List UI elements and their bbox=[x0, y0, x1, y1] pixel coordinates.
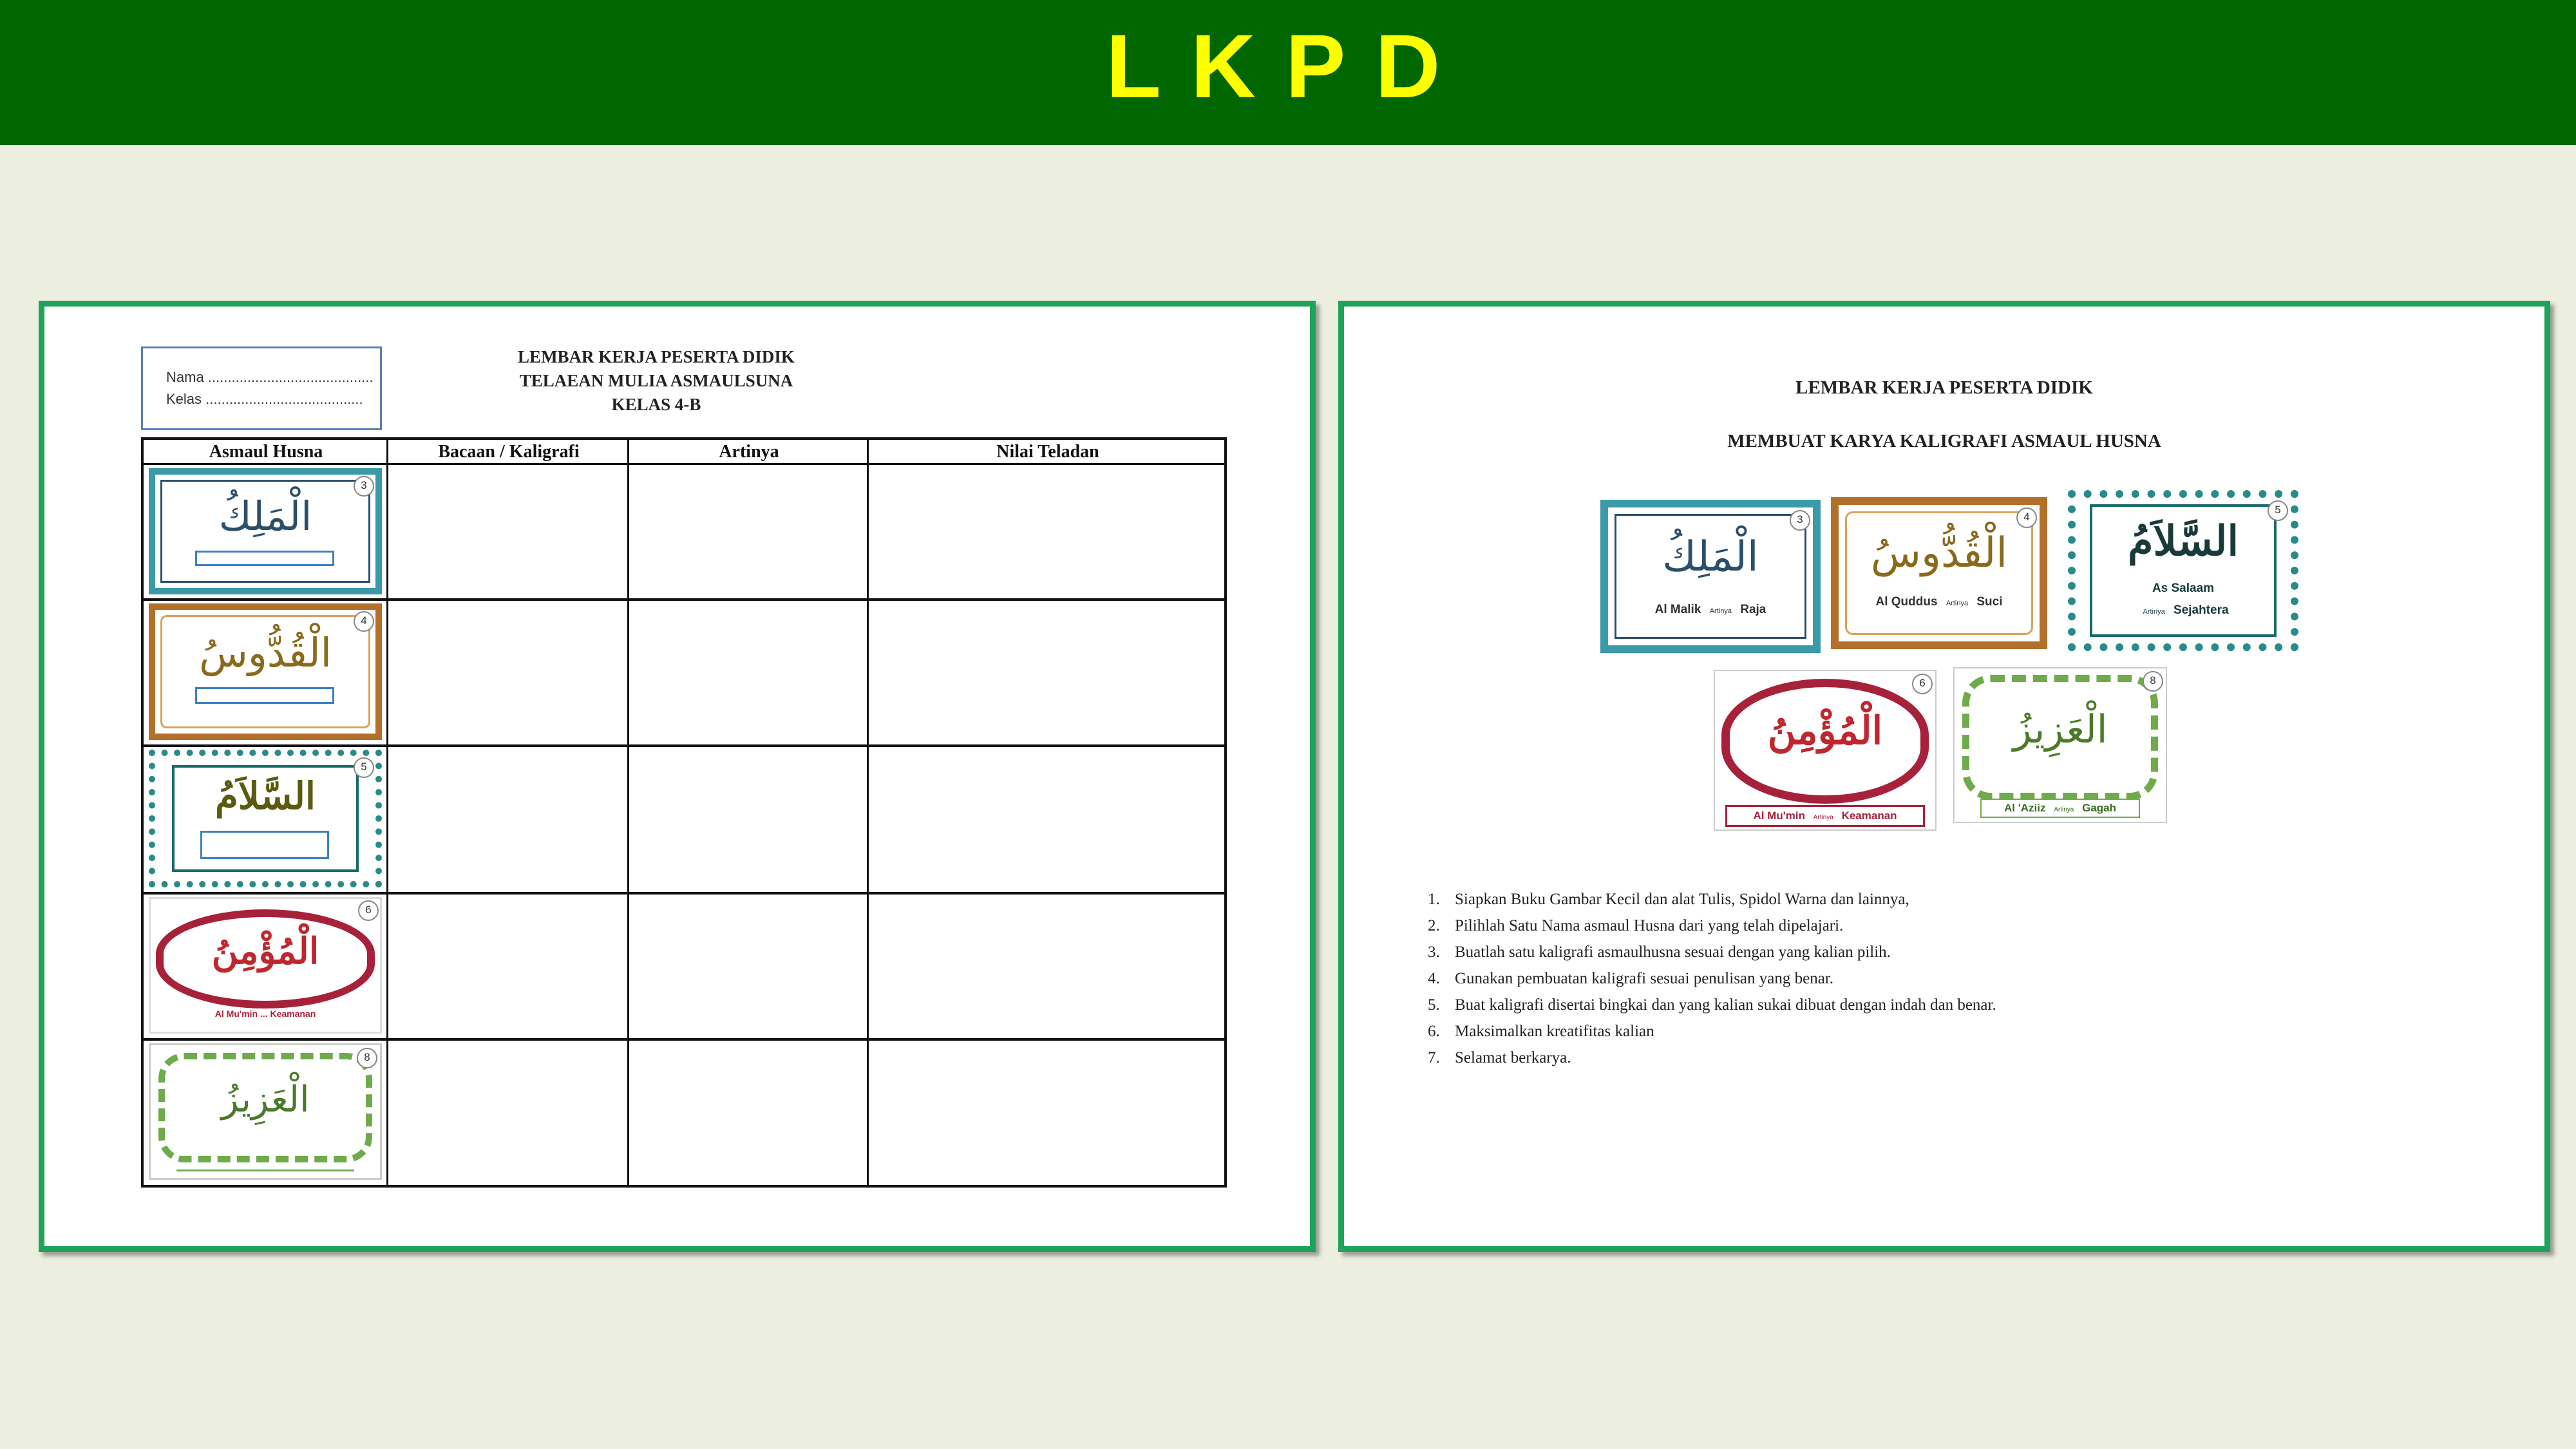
arabic-name: الْعَزِيزُ bbox=[221, 1079, 310, 1121]
row-divider bbox=[144, 892, 1224, 895]
worksheet-table bbox=[141, 437, 1227, 1188]
worksheet-heading-line: TELAEAN MULIA ASMAULSUNA bbox=[519, 371, 793, 390]
meaning: Suci bbox=[1976, 595, 2003, 609]
kaligrafi-heading: LEMBAR KERJA PESERTA DIDIK bbox=[1795, 377, 2093, 398]
card-number: 4 bbox=[354, 611, 374, 632]
kaligrafi-panel bbox=[1338, 301, 2550, 1252]
name-field-label: Nama .......................................... bbox=[166, 369, 374, 385]
arabic-name: الْمُؤْمِنُ bbox=[211, 930, 319, 972]
instruction-text: Gunakan pembuatan kaligrafi sesuai penulisan yang benar. bbox=[1455, 970, 1834, 987]
card-caption: Al Mu'min ... Keamanan bbox=[214, 1009, 316, 1019]
asmaul-husna-card bbox=[149, 1043, 382, 1180]
card-number: 5 bbox=[2268, 500, 2288, 521]
column-divider bbox=[867, 440, 869, 1185]
kaligrafi-card: 3 الْمَلِكُ Al Malik Artinya Raja bbox=[1600, 500, 1821, 653]
column-divider bbox=[627, 440, 629, 1185]
worksheet-panel bbox=[39, 301, 1316, 1252]
student-info-box bbox=[141, 346, 382, 430]
title-bar bbox=[0, 0, 2576, 145]
card-number: 3 bbox=[354, 476, 374, 497]
kaligrafi-subheading: MEMBUAT KARYA KALIGRAFI ASMAUL HUSNA bbox=[1727, 431, 2161, 451]
card-number: 8 bbox=[357, 1048, 377, 1068]
instruction-list bbox=[1428, 886, 1996, 1071]
list-item: 5. Buat kaligrafi disertai bingkai dan yang kalian sukai dibuat dengan indah dan benar. bbox=[1428, 996, 1996, 1014]
arabic-name: الْعَزِيزُ bbox=[2012, 707, 2108, 752]
slide-title: LKPD bbox=[1106, 15, 1470, 117]
column-header: Asmaul Husna bbox=[209, 442, 323, 462]
arabic-name: السَّلاَمُ bbox=[214, 774, 316, 818]
worksheet-heading-line: KELAS 4-B bbox=[611, 395, 701, 414]
instruction-text: Buatlah satu kaligrafi asmaulhusna sesuai dengan yang kalian pilih. bbox=[1455, 943, 1891, 961]
worksheet-heading-line: LEMBAR KERJA PESERTA DIDIK bbox=[518, 347, 795, 366]
instruction-text: Selamat berkarya. bbox=[1455, 1049, 1571, 1066]
asmaul-husna-card bbox=[149, 897, 382, 1034]
kaligrafi-card: 5 السَّلاَمُ As Salaam Artinya Sejahtera bbox=[2068, 490, 2298, 651]
instruction-text: Buat kaligrafi disertai bingkai dan yang kalian sukai dibuat dengan indah dan benar. bbox=[1455, 996, 1996, 1014]
column-header: Nilai Teladan bbox=[996, 442, 1099, 462]
instruction-text: Pilihlah Satu Nama asmaul Husna dari yang telah dipelajari. bbox=[1455, 917, 1844, 934]
answer-blank bbox=[176, 1170, 354, 1171]
card-number: 6 bbox=[358, 900, 379, 921]
worksheet-heading bbox=[431, 345, 882, 417]
latin-name: Al Malik bbox=[1654, 603, 1701, 616]
answer-blank bbox=[195, 687, 334, 704]
class-field-label: Kelas ........................................ bbox=[166, 391, 363, 407]
meaning: Gagah bbox=[2082, 802, 2116, 814]
meaning: Keamanan bbox=[1841, 810, 1897, 822]
list-item: 2. Pilihlah Satu Nama asmaul Husna dari yang telah dipelajari. bbox=[1428, 917, 1844, 934]
latin-name: Al Mu'min bbox=[1753, 810, 1805, 822]
list-item: 1. Siapkan Buku Gambar Kecil dan alat Tulis, Spidol Warna dan lainnya, bbox=[1428, 891, 1909, 908]
card-number: 3 bbox=[1790, 510, 1810, 531]
list-item: 7. Selamat berkarya. bbox=[1428, 1049, 1571, 1066]
card-number: 5 bbox=[354, 757, 374, 778]
card-number: 6 bbox=[1912, 674, 1933, 694]
kaligrafi-card: 8 الْعَزِيزُ Al 'Aziiz Artinya Gagah bbox=[1953, 667, 2167, 823]
meaning: Raja bbox=[1740, 603, 1766, 616]
card-number: 4 bbox=[2016, 507, 2037, 528]
latin-name: Al Quddus bbox=[1875, 595, 1938, 609]
arabic-name: الْمُؤْمِنُ bbox=[1767, 708, 1883, 753]
asmaul-husna-card bbox=[149, 468, 382, 594]
column-header: Artinya bbox=[719, 442, 779, 462]
meaning: Sejahtera bbox=[2173, 603, 2229, 617]
card-number: 8 bbox=[2143, 671, 2163, 692]
arabic-name: الْقُدُّوسُ bbox=[1870, 529, 2008, 577]
list-item: 6. Maksimalkan kreatifitas kalian bbox=[1428, 1023, 1654, 1040]
answer-blank bbox=[200, 831, 329, 859]
row-divider bbox=[144, 463, 1224, 465]
column-header: Bacaan / Kaligrafi bbox=[438, 442, 580, 462]
row-divider bbox=[144, 1038, 1224, 1041]
latin-name: Al 'Aziiz bbox=[2004, 802, 2046, 814]
kaligrafi-card: 4 الْقُدُّوسُ Al Quddus Artinya Suci bbox=[1831, 497, 2047, 649]
arabic-name: الْمَلِكُ bbox=[1662, 533, 1759, 581]
arabic-name: الْقُدُّوسُ bbox=[199, 629, 332, 676]
arabic-name: الْمَلِكُ bbox=[218, 493, 312, 540]
latin-name: As Salaam bbox=[2152, 582, 2215, 595]
instruction-text: Siapkan Buku Gambar Kecil dan alat Tulis, Spidol Warna dan lainnya, bbox=[1455, 891, 1909, 908]
list-item: 4. Gunakan pembuatan kaligrafi sesuai penulisan yang benar. bbox=[1428, 970, 1834, 987]
row-divider bbox=[144, 598, 1224, 601]
kaligrafi-card: 6 الْمُؤْمِنُ Al Mu'min Artinya Keamanan bbox=[1714, 670, 1937, 831]
list-item: 3. Buatlah satu kaligrafi asmaulhusna sesuai dengan yang kalian pilih. bbox=[1428, 943, 1891, 961]
row-divider bbox=[144, 744, 1224, 747]
column-divider bbox=[386, 440, 388, 1185]
asmaul-husna-card bbox=[149, 750, 382, 887]
answer-blank bbox=[195, 551, 334, 566]
instruction-text: Maksimalkan kreatifitas kalian bbox=[1455, 1023, 1654, 1040]
asmaul-husna-card bbox=[149, 603, 382, 740]
arabic-name: السَّلاَمُ bbox=[2127, 517, 2239, 565]
